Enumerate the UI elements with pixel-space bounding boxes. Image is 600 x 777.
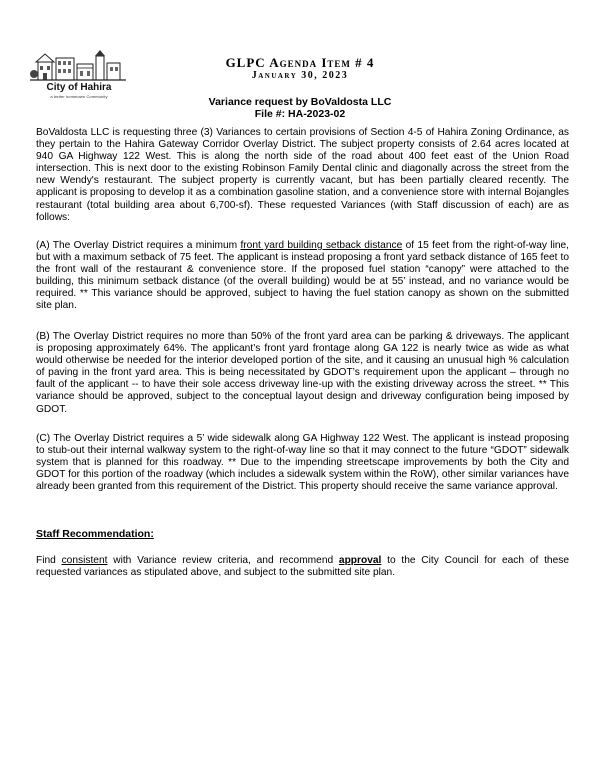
recommendation-consistent: consistent	[61, 555, 108, 566]
city-buildings-illustration	[30, 48, 126, 84]
agenda-date: January 30, 2023	[251, 70, 349, 81]
city-logo	[30, 48, 126, 104]
variance-a-paragraph	[36, 240, 569, 313]
staff-recommendation-text	[36, 555, 569, 579]
agenda-item-heading: GLPC Agenda Item # 4	[225, 55, 375, 70]
variance-a-lead: (A) The Overlay District requires a minimum	[36, 240, 241, 251]
intro-paragraph: BoValdosta LLC is requesting three (3) Variances to certain provisions of Section 4-5 of Hahira Zoning Ordinance, as they pertain to the Hahira Gateway Corridor Overlay District. The subject property consists of 2.64 acres located at 940 GA Highway 122 West. This is along the north side of the road about 400 feet east of the Union Road intersection. This is next door to the existing Robinson Family Dental clinic and diagonally across the street from the new Wendy's restaurant. The subject property is currently vacant, but has been partially cleared recently. The applicant is proposing to develop it as a combination gasoline station, and a convenience store with internal Bojangles restaurant (total building area about 6,700-sf). These requested Variances (with Staff discussion of each) are as follows:	[36, 127, 569, 223]
logo-city-name: City of Hahira	[46, 82, 112, 93]
variance-b-paragraph: (B) The Overlay District requires no more than 50% of the front yard area can be parking & driveways. The applicant is proposing approximately 64%. The applicant’s front yard frontage along GA 122 is nearly twice as wide as what would otherwise be needed for the interior developed portion of the site, and it causing an unusual high % calculation of paving in the front yard area. This is being necessitated by GDOT’s requirement upon the applicant – through no fault of the applicant -- to have their sole access driveway line-up with the existing driveway across the street. ** This variance should be approved, subject to the conceptual layout design and driveway configuration being imposed by GDOT.	[36, 331, 569, 415]
logo-tagline: a better hometown Community	[50, 94, 108, 99]
variance-a-text: of 15 feet from the right-of-way line, but with a maximum setback of 75 feet. The applicant is instead proposing a front yard setback distance of 165 feet to the front wall of the restaurant & convenience store. If the proposed fuel station “canopy” were attached to the building, this minimum setback distance (of the overall building) would be at 55’ instead, and no variance would be required. ** This variance should be approved, subject to having the fuel station canopy as shown on the submitted site plan.	[36, 240, 569, 312]
document-title	[130, 96, 470, 120]
recommendation-text-1: Find	[36, 555, 62, 566]
recommendation-text-3: to the City Council for each of these requested variances as stipulated above, and subject to the submitted site plan.	[36, 555, 569, 579]
variance-c-paragraph: (C) The Overlay District requires a 5’ wide sidewalk along GA Highway 122 West. The applicant is instead proposing to stub-out their internal walkway system to the right-of-way line so that it may connect to the future “GDOT” sidewalk system that is planned for this roadway. ** Due to the impending streetscape improvements by both the City and GDOT for this portion of the roadway (which includes a sidewalk system within the RoW), other similar variances have already been granted from this requirement of the District. This property should receive the same variance approval.	[36, 433, 569, 493]
title-line-1: Variance request by BoValdosta LLC	[208, 96, 392, 108]
staff-recommendation-heading: Staff Recommendation:	[36, 528, 154, 540]
variance-a-underlined-term: front yard building setback distance	[240, 240, 403, 251]
title-file-number: File #: HA-2023-02	[254, 108, 346, 120]
recommendation-text-2: with Variance review criteria, and recommend	[107, 555, 339, 566]
recommendation-approval: approval	[338, 555, 382, 566]
